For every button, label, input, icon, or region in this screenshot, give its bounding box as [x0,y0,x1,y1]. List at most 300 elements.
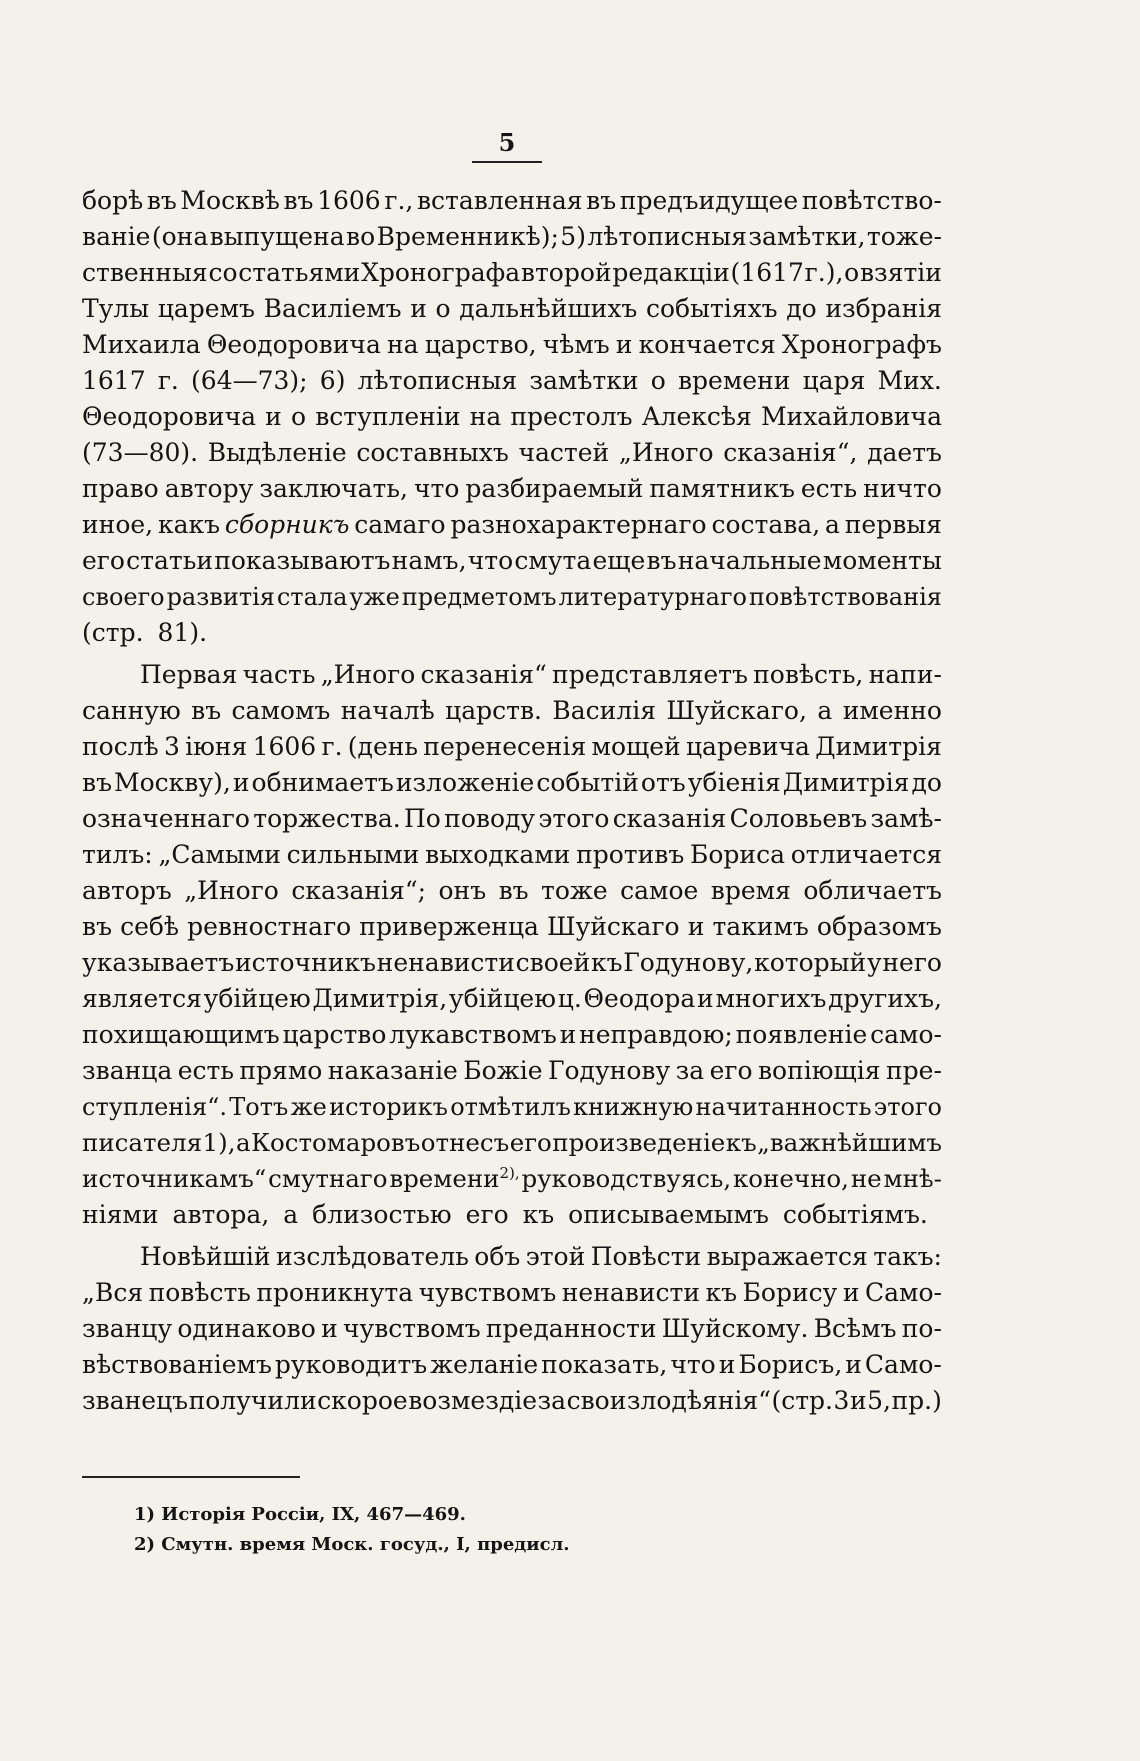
word: ступленія“. [82,1093,227,1121]
word: часть [242,660,316,689]
word: избранія [825,294,942,323]
word: источникъ [235,948,376,977]
word: конечно, [732,1164,849,1193]
word: неправдою; [579,1020,733,1049]
word: „Самыми [158,840,281,869]
word: Само- [864,1278,942,1307]
word: 1606 [317,186,381,215]
text-line [82,945,942,981]
word: право [82,474,159,503]
word: обнимаетъ [251,768,394,797]
word: повѣсть, [753,660,864,689]
word: даетъ [867,438,942,467]
word: санную [82,696,181,725]
word: Хронографъ [781,330,942,359]
word: царство, [424,330,537,359]
word: событіяхъ [645,294,778,323]
word: событіямъ. [782,1200,928,1229]
word: Димитрія [815,732,942,761]
word: и [232,768,250,797]
word: Выдѣленіе [207,438,347,467]
word: мощей [591,732,681,761]
word: Михайловича [760,402,942,431]
word: Димитрія [782,768,910,797]
word: повѣсть [148,1278,251,1307]
body-text [82,183,942,1419]
word: такъ: [873,1242,942,1271]
word: 1617 [82,366,146,395]
word: наказаніе [327,1056,458,1085]
word: него [882,948,942,977]
word: скорое [317,1386,408,1415]
word: историкъ [329,1093,448,1121]
word: Θеодоровича [206,330,381,359]
word: второй [520,258,612,287]
word: „Иного [320,660,416,689]
word: Алексѣя [641,402,752,431]
word: Москвѣ [180,186,280,215]
word: царств. [445,696,542,725]
word: чѣмъ [542,330,610,359]
word: ваніе [82,222,151,251]
word: Бориса [690,840,785,869]
word: Костомаровъ [251,1128,421,1157]
word: вопіющія [757,1056,881,1085]
word: отъ [640,768,686,797]
word: ничто [863,474,942,503]
word: по- [901,1314,942,1343]
word: 3 [833,1386,850,1415]
word: замѣтки, [748,222,866,251]
word: себѣ [120,912,179,941]
word: вступленіи [315,402,461,431]
word: Мих. [877,366,942,395]
word: другихъ, [828,984,942,1013]
word: въ [191,696,222,725]
word: повѣтствованія [748,583,942,611]
word: тоже- [866,222,942,251]
word: сборникъ [224,510,350,539]
word: время [710,876,791,905]
word: и [410,294,427,323]
word: Тулы [82,294,150,323]
word: и [265,402,282,431]
word: званецъ [82,1386,189,1415]
word: выпущена [209,222,345,251]
word: Само- [864,1350,942,1379]
word: что [467,546,514,575]
word: само- [870,1020,942,1049]
word: и [845,1350,862,1379]
text-line [82,1311,942,1347]
word: а [817,696,833,725]
word: преданности [485,1314,657,1343]
word: выражается [706,1242,868,1271]
word: къ [725,1128,757,1157]
word: и [718,1350,736,1379]
word: повѣтство- [801,186,942,215]
text-line [82,765,942,801]
word: убійцею [448,984,556,1013]
word: „Вся [82,1278,144,1307]
word: времени$^{2),}$ [389,1163,520,1193]
word: памятникъ [649,474,795,503]
text-line [82,837,942,873]
word: сказанія“ [420,660,547,689]
word: до [786,294,817,323]
word: (64—73); [191,366,308,395]
word: престолъ [510,402,633,431]
word: взятіи [859,258,942,287]
word: начитанность [695,1093,872,1121]
text-line [82,507,942,543]
word: ц. [557,984,582,1013]
word: Божіе [463,1056,543,1085]
word: разбираемый [465,474,644,503]
word: именно [842,696,942,725]
word: означеннаго [82,804,250,833]
word: тоже [541,876,608,905]
word: Всѣмъ [813,1314,897,1343]
word: въ [146,186,177,215]
word: писателя [82,1128,203,1157]
word: и [697,984,714,1013]
word: изложеніе [395,768,535,797]
word: къ [590,948,623,977]
text-line [82,327,942,363]
footnote-1: 1) Исторія Россіи, IX, 467—469. [134,1504,466,1525]
word: поводу [444,804,536,833]
word: убіенія [687,768,781,797]
word: пр.) [891,1386,942,1415]
word: литературнаго [558,583,747,611]
word: о [650,366,666,395]
word: описываемымъ [568,1200,769,1229]
word: показываютъ [214,546,391,575]
word: смутнаго [268,1164,388,1193]
word: его [82,546,125,575]
word: Борису [742,1278,838,1307]
word: къ [705,1278,738,1307]
word: указываетъ [82,948,235,977]
text-line [82,363,942,399]
page-number: 5 [472,128,542,163]
word: въ [586,186,617,215]
word: іюня [185,732,248,761]
word: о [435,294,451,323]
word: моменты [822,546,942,575]
word: этой [525,1242,586,1271]
word: въ [82,768,112,797]
text-line [82,729,942,765]
footnotes [134,1500,570,1560]
word: отмѣтилъ [450,1093,571,1121]
word: 1), [202,1128,236,1157]
word: Василіемъ [263,294,402,323]
word: за [537,1386,567,1415]
word: званца [82,1056,173,1085]
word: частей [518,438,610,467]
word: Временникѣ); [376,222,559,251]
word: разнохарактернаго [450,510,707,539]
word: (1617 [730,258,804,287]
word: По [404,804,441,833]
word: „Иного [618,438,714,467]
word: что [670,1350,716,1379]
word: царство [282,1020,387,1049]
word: 6) [319,366,346,395]
word: лукавствомъ [389,1020,557,1049]
text-line [82,255,942,291]
word: за [675,1056,705,1085]
word: (день [347,732,419,761]
text-line [82,471,942,507]
word: статьями [238,258,361,287]
text-line [82,1161,942,1197]
word: составныхъ [356,438,509,467]
word: ненависти [561,1278,701,1307]
text-line [82,1017,942,1053]
text-line [82,1125,942,1161]
word: а [235,1128,251,1157]
text-line [82,1197,942,1233]
text-line [82,219,942,255]
text-line [82,399,942,435]
text-line [82,1053,942,1089]
word: произведеніе [552,1128,726,1157]
word: желаніе [430,1350,539,1379]
word: времени [677,366,791,395]
word: еще [592,546,646,575]
word: дальнѣйшихъ [459,294,638,323]
word: автора, [172,1200,270,1229]
text-line [82,183,942,219]
word: его [709,1056,753,1085]
word: убійцею [203,984,311,1013]
word: г., [384,186,414,215]
word: Θеодора [583,984,696,1013]
word: 5) [560,222,586,251]
text-line [82,657,942,693]
word: Борисъ, [738,1350,843,1379]
word: предметомъ [401,583,557,611]
word: послѣ [82,732,159,761]
word: Михаила [82,330,201,359]
word: до [911,768,942,797]
word: отличается [790,840,942,869]
word: уже [349,583,400,611]
word: прямо [239,1056,323,1085]
word: какъ [157,510,221,539]
word: въ [82,912,112,941]
word: кончается [638,330,776,359]
word: самаго [354,510,446,539]
text-line [82,981,942,1017]
text-line [82,579,942,615]
word: отнесъ [420,1128,510,1157]
word: (73—80). [82,438,199,467]
text-line [82,801,942,837]
word: многихъ [715,984,827,1013]
word: является [82,984,202,1013]
word: онъ [438,876,487,905]
word: Димитрія, [312,984,448,1013]
word: борѣ [82,186,144,215]
word: (стр. [82,618,144,647]
word: 81). [157,618,208,647]
word: образомъ [816,912,942,941]
word: вставленная [416,186,583,215]
word: книжную [573,1093,694,1121]
word: г. [157,366,179,395]
text-line [82,693,942,729]
word: противъ [576,840,685,869]
word: намъ, [391,546,467,575]
word: царя [802,366,866,395]
text-line [82,615,942,651]
word: г. [321,732,343,761]
word: руководствуясь, [521,1164,732,1193]
word: свои [566,1386,627,1415]
word: царемъ [157,294,255,323]
word: есть [800,474,858,503]
word: статьи [126,546,213,575]
word: ревностнаго [187,912,352,941]
word: Василія [552,696,656,725]
word: чувствомъ [342,1314,481,1343]
word: Первая [140,660,238,689]
word: вѣствованіемъ [82,1350,272,1379]
word: источникамъ“ [82,1164,267,1193]
word: самомъ [231,696,331,725]
text-line [82,1089,942,1125]
word: „важнѣйшимъ [757,1128,942,1157]
word: (она [151,222,209,251]
word: Шуйскаго, [666,696,807,725]
word: не [850,1164,882,1193]
word: Шуйскому. [661,1314,809,1343]
word: лѣтописныя [587,222,747,251]
text-line [82,1275,942,1311]
word: званцу [82,1314,173,1343]
word: Новѣйшій [140,1242,271,1271]
word: о [844,258,860,287]
word: лѣтописныя [357,366,518,395]
word: въ [498,876,529,905]
text-line [82,873,942,909]
word: Тотъ [229,1093,289,1121]
word: въ [283,186,314,215]
word: выходками [425,840,571,869]
word: состава, [711,510,821,539]
word: этого [873,1093,942,1121]
word: замѣ- [870,804,942,833]
word: его [465,1200,509,1229]
word: на [469,402,502,431]
word: а [283,1200,299,1229]
text-line [82,1239,942,1275]
word: злодѣянія“ [626,1386,771,1415]
footnote-divider [82,1476,300,1478]
word: въ [646,546,677,575]
word: сильными [286,840,420,869]
word: царевича [685,732,810,761]
word: появленіе [735,1020,868,1049]
text-line [82,1383,942,1419]
word: а [825,510,840,539]
word: развитія [166,583,275,611]
word: есть [177,1056,234,1085]
word: предъидущее [619,186,799,215]
word: перенесенія [423,732,587,761]
word: обличаетъ [803,876,942,905]
word: тилъ: [82,840,153,869]
word: авторъ [82,876,172,905]
word: Годунову, [623,948,754,977]
word: его [509,1128,552,1157]
word: такимъ [712,912,809,941]
word: приверженца [359,912,539,941]
word: замѣтки [529,366,639,395]
word: изслѣдователь [276,1242,469,1271]
word: г.), [804,258,844,287]
word: что [413,474,460,503]
footnote-2: 2) Смутн. время Моск. госуд., I, предисл. [134,1534,570,1555]
word: и [559,1020,577,1049]
word: ственныя [82,258,208,287]
word: Хронографа [361,258,521,287]
word: пре- [885,1056,942,1085]
word: (стр. [771,1386,833,1415]
word: близостью [312,1200,452,1229]
word: объ [474,1242,521,1271]
word: Повѣсти [590,1242,702,1271]
word: показать, [541,1350,668,1379]
word: представляетъ [552,660,748,689]
text-line [82,909,942,945]
word: началѣ [340,696,435,725]
word: ніями [82,1200,159,1229]
word: возмездіе [408,1386,538,1415]
text-line [82,435,942,471]
word: 5, [867,1386,891,1415]
word: проникнута [256,1278,414,1307]
word: и [321,1314,338,1343]
text-line [82,543,942,579]
word: одинаково [177,1314,316,1343]
word: Шуйскаго [547,912,680,941]
word: Москву), [114,768,231,797]
word: событій [536,768,639,797]
word: стала [276,583,348,611]
word: мнѣ- [883,1164,942,1193]
word: автору [164,474,254,503]
word: Соловьевъ [729,804,868,833]
word: напи- [868,660,942,689]
word: торжества. [253,804,401,833]
word: смута [514,546,592,575]
word: на [386,330,419,359]
word: чувствомъ [418,1278,557,1307]
word: и [687,912,705,941]
word: редакціи [612,258,730,287]
word: же [290,1093,327,1121]
word: самое [620,876,699,905]
word: первыя [844,510,942,539]
word: сказанія [612,804,727,833]
word: и [842,1278,860,1307]
word: со [208,258,238,287]
